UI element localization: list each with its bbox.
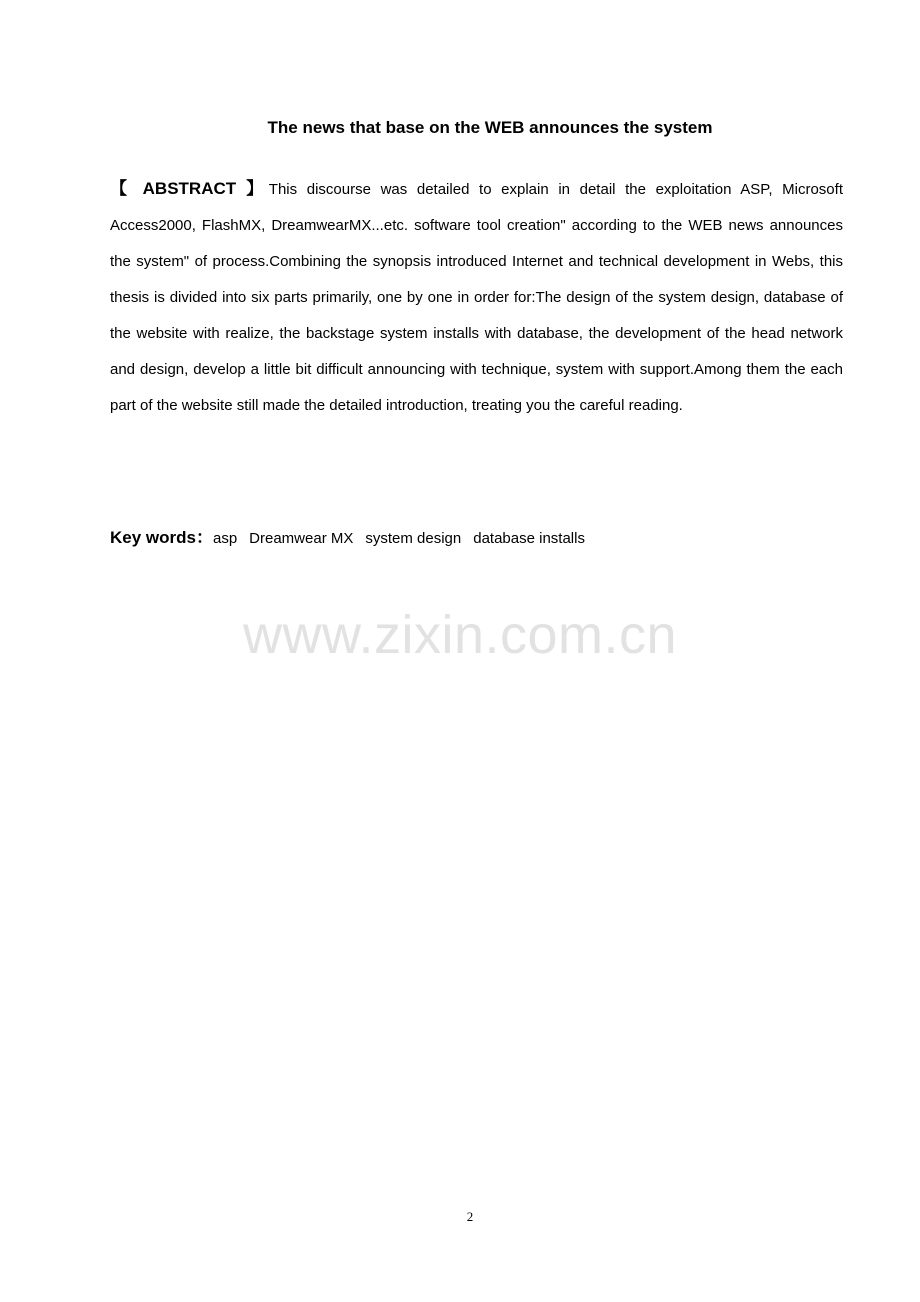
keywords-line (110, 524, 843, 553)
keyword-item: asp (212, 530, 238, 547)
keyword-item: system design (365, 530, 462, 547)
keyword-item: Dreamwear MX (249, 530, 354, 547)
document-title: The news that base on the WEB announces the system (267, 118, 713, 137)
abstract-label: 【 ABSTRACT 】 (110, 179, 269, 198)
page-number: 2 (466, 1209, 474, 1224)
abstract-text: This discourse was detailed to explain in detail the exploitation ASP, Microsoft Access2000, FlashMX, DreamwearMX...etc. software tool creation" according to the WEB news announces the system" of process.Combining the synopsis introduced Internet and technical development in Webs, this thesis is divided into six parts primarily, one by one in order for:The design of the system design, database of the website with realize, the backstage system installs with database, the development of the head network and design, develop a little bit difficult announcing with technique, system with support.Among them the each part of the website still made the detailed introduction, treating you the careful reading. (110, 181, 843, 414)
keywords-label: Key words： (110, 528, 213, 547)
abstract-paragraph (110, 171, 843, 424)
keyword-item: database installs (473, 530, 585, 547)
watermark: www.zixin.com.cn (242, 605, 678, 665)
